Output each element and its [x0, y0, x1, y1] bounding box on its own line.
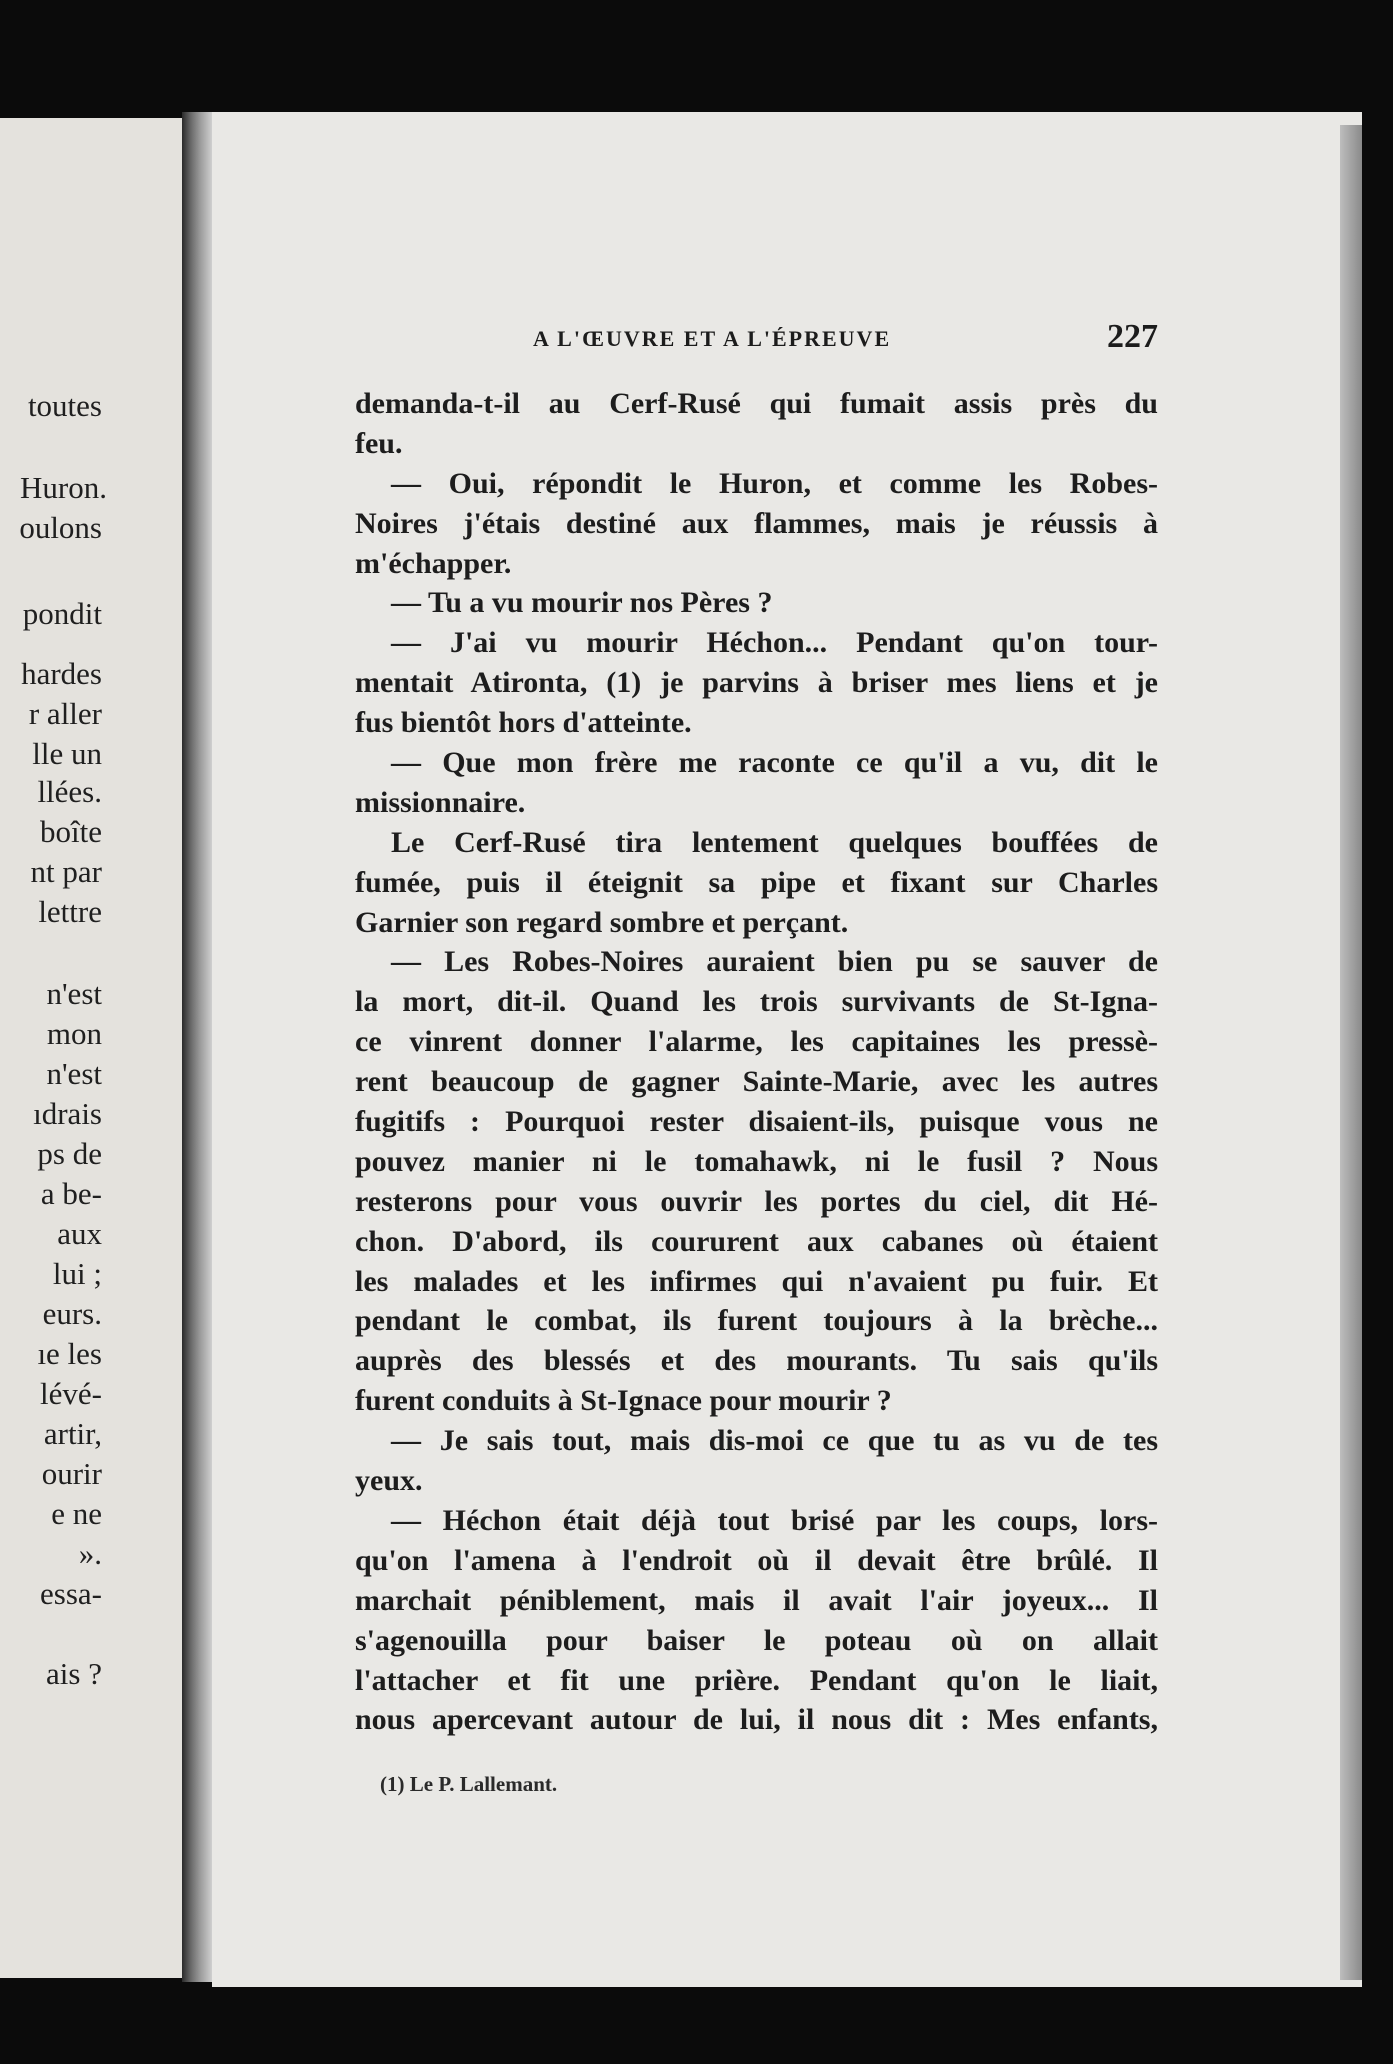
text-line: rent beaucoup de gagner Sainte-Marie, avec les autres [355, 1065, 1158, 1099]
text-line: missionnaire. [355, 785, 526, 819]
text-line: s'agenouilla pour baiser le poteau où on allait [355, 1623, 1158, 1657]
text-line: m'échapper. [355, 546, 512, 580]
text-line: feu. [355, 426, 403, 460]
left-line: essa- [40, 1576, 102, 1611]
left-line: pondit [22, 596, 102, 631]
text-line: qu'on l'amena à l'endroit où il devait être brûlé. Il [355, 1543, 1158, 1577]
text-line: la mort, dit-il. Quand les trois survivants de St-Igna- [355, 985, 1158, 1019]
text-line: l'attacher et fit une prière. Pendant qu'on le liait, [355, 1663, 1158, 1697]
text-line: Noires j'étais destiné aux flammes, mais je réussis à [355, 506, 1158, 540]
text-line: auprès des blessés et des mourants. Tu sais qu'ils [355, 1344, 1158, 1378]
left-line: eurs. [42, 1296, 102, 1331]
text-line: fus bientôt hors d'atteinte. [355, 706, 692, 740]
text-line: fugitifs : Pourquoi rester disaient-ils, puisque vous ne [355, 1105, 1158, 1139]
left-line: r aller [28, 696, 102, 731]
text-line: pouvez manier ni le tomahawk, ni le fusil ? Nous [355, 1144, 1158, 1178]
text-line: mentait Atironta, (1) je parvins à briser mes liens et je [355, 666, 1158, 700]
left-line: nt par [30, 854, 102, 889]
page-header [533, 318, 1158, 362]
left-line: hardes [21, 656, 102, 691]
left-line: n'est [46, 1056, 102, 1091]
page-number: 227 [1107, 318, 1158, 355]
text-line: Garnier son regard sombre et perçant. [355, 905, 849, 939]
left-line: ourir [41, 1456, 102, 1491]
text-line: — Tu a vu mourir nos Pères ? [391, 586, 773, 620]
book-gutter [182, 112, 212, 1982]
text-line: — Oui, répondit le Huron, et comme les Robes- [391, 466, 1158, 500]
left-line: ». [78, 1536, 102, 1571]
left-line: lévé- [40, 1376, 102, 1411]
text-line: fumée, puis il éteignit sa pipe et fixant sur Charles [355, 865, 1158, 899]
left-line: e ne [51, 1496, 102, 1531]
text-line: — J'ai vu mourir Héchon... Pendant qu'on tour- [391, 626, 1158, 660]
left-line: lui ; [52, 1256, 102, 1291]
footnote: (1) Le P. Lallemant. [380, 1772, 558, 1796]
text-line: yeux. [355, 1464, 423, 1498]
running-head: A L'ŒUVRE ET A L'ÉPREUVE [533, 326, 892, 351]
text-line: nous apercevant autour de lui, il nous dit : Mes enfants, [355, 1703, 1158, 1737]
page-edge [1340, 125, 1362, 1980]
text-line: marchait péniblement, mais il avait l'air joyeux... Il [355, 1583, 1158, 1617]
text-line: les malades et les infirmes qui n'avaient pu fuir. Et [355, 1264, 1158, 1298]
left-line: toutes [27, 388, 102, 423]
left-page-fragment [0, 118, 182, 1978]
text-line: — Que mon frère me raconte ce qu'il a vu, dit le [391, 746, 1158, 780]
text-line: furent conduits à St-Ignace pour mourir ? [355, 1384, 892, 1418]
text-line: — Les Robes-Noires auraient bien pu se sauver de [391, 945, 1158, 979]
left-line: ıe les [37, 1336, 102, 1371]
body-text [355, 384, 1158, 1740]
left-line: ais ? [46, 1656, 102, 1691]
left-line: boîte [40, 814, 102, 849]
text-line: chon. D'abord, ils coururent aux cabanes où étaient [355, 1224, 1158, 1258]
left-line: ps de [37, 1136, 102, 1171]
left-line: a be- [40, 1176, 102, 1211]
text-line: Le Cerf-Rusé tira lentement quelques bouffées de [391, 825, 1158, 859]
left-line: ıdrais [33, 1096, 102, 1131]
text-line: — Héchon était déjà tout brisé par les coups, lors- [391, 1503, 1158, 1537]
left-line: llées. [37, 774, 102, 809]
text-line: pendant le combat, ils furent toujours à la brèche... [355, 1304, 1158, 1338]
left-line: oulons [19, 510, 102, 545]
left-line: n'est [46, 976, 102, 1011]
text-line: ce vinrent donner l'alarme, les capitaines les pressè- [355, 1025, 1158, 1059]
left-line: mon [46, 1016, 102, 1051]
left-line: aux [57, 1216, 102, 1251]
text-line: — Je sais tout, mais dis-moi ce que tu as vu de tes [391, 1424, 1158, 1458]
text-line: demanda-t-il au Cerf-Rusé qui fumait assis près du [355, 387, 1158, 420]
left-line: artir, [43, 1416, 102, 1451]
left-line: Huron. [20, 470, 107, 505]
left-line: lettre [38, 894, 102, 929]
left-line: lle un [32, 736, 102, 771]
text-line: resterons pour vous ouvrir les portes du ciel, dit Hé- [355, 1184, 1158, 1218]
